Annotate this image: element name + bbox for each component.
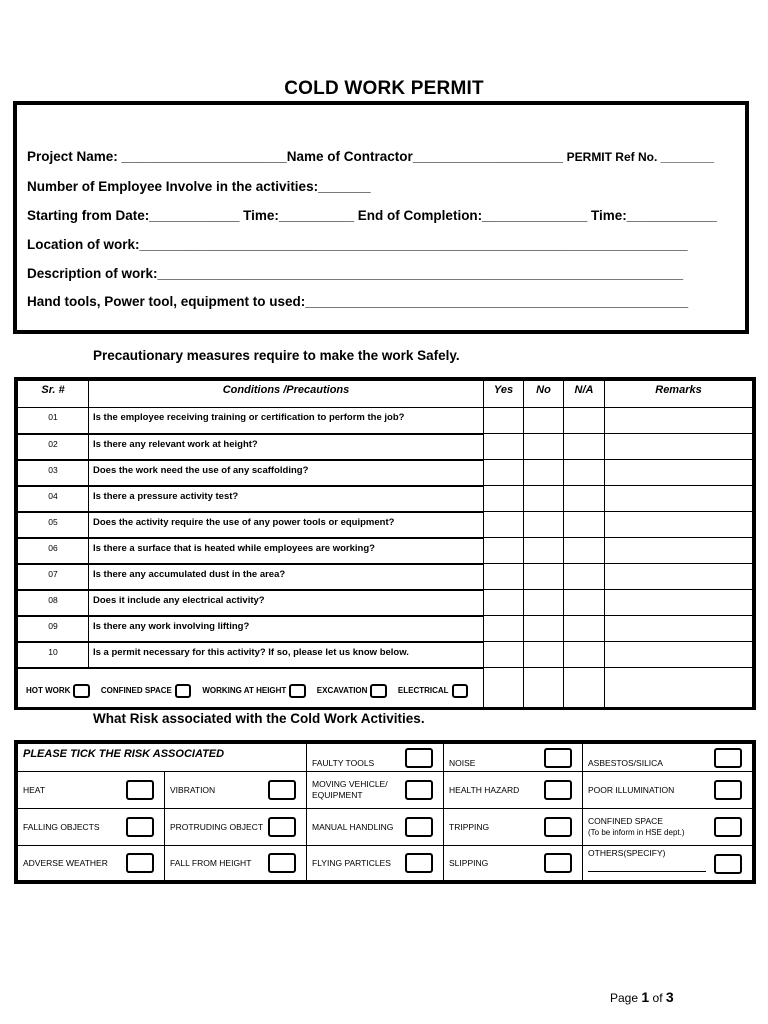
page-title: COLD WORK PERMIT [284,78,484,99]
checklist-row [18,616,753,642]
risk-tripping [444,809,583,846]
category-label: ELECTRICAL [397,686,449,696]
category-label: EXCAVATION [316,686,368,696]
risk-label: VIBRATION [170,784,216,795]
location-field[interactable]: Location of work:_________________________________________________________________________ [27,237,688,252]
risk-checkbox[interactable] [268,780,296,800]
row-question: Does the activity require the use of any power tools or equipment? [89,512,484,538]
risk-checkbox[interactable] [544,817,572,837]
category-checkbox[interactable] [289,684,305,698]
risk-others [583,846,753,881]
category-checkbox[interactable] [175,684,191,698]
no-cell[interactable] [524,460,564,486]
row-number: 09 [18,616,89,642]
risk-label: POOR ILLUMINATION [588,784,675,795]
risk-checkbox[interactable] [126,853,154,873]
no-cell[interactable] [524,616,564,642]
risk-checkbox[interactable] [544,853,572,873]
category-no-cell[interactable] [524,668,564,710]
risk-checkbox[interactable] [268,853,296,873]
page-word: Page [610,991,639,1005]
checklist-row [18,512,753,538]
work-category-strip [26,684,479,698]
row-number: 08 [18,590,89,616]
no-cell[interactable] [524,642,564,668]
row-question: Is there a pressure activity test? [89,486,484,512]
risk-label: FLYING PARTICLES [312,857,391,868]
risk-confined-space [583,809,753,846]
risk-label: PROTRUDING OBJECT [170,821,264,832]
equipment-field[interactable]: Hand tools, Power tool, equipment to used:___________________________________________________ [27,294,689,309]
risk-slipping [444,846,583,881]
category-na-cell[interactable] [564,668,605,710]
category-checkbox[interactable] [370,684,386,698]
header-na: N/A [564,381,605,408]
risk-flying-particles [307,846,444,881]
risk-label: TRIPPING [449,821,490,832]
no-cell[interactable] [524,486,564,512]
yes-cell[interactable] [484,486,524,512]
remarks-cell[interactable] [605,538,753,564]
category-remarks-cell[interactable] [605,668,753,710]
checklist-row [18,538,753,564]
category-checkbox[interactable] [452,684,468,698]
category-label: WORKING AT HEIGHT [202,686,287,696]
permit-info-box [13,101,749,334]
remarks-cell[interactable] [605,460,753,486]
risk-label: HEAT [23,784,46,795]
risk-header: PLEASE TICK THE RISK ASSOCIATED [18,744,307,772]
remarks-cell[interactable] [605,564,753,590]
na-cell[interactable] [564,616,605,642]
risk-checkbox[interactable] [126,780,154,800]
row-number: 01 [18,408,89,434]
risk-checkbox[interactable] [544,748,572,768]
na-cell[interactable] [564,434,605,460]
risk-poor-illumination [583,772,753,809]
risk-heading: What Risk associated with the Cold Work Activities. [93,711,425,726]
yes-cell[interactable] [484,408,524,434]
project-line [27,149,714,164]
precaution-checklist [14,377,756,710]
no-cell[interactable] [524,408,564,434]
category-label: CONFINED SPACE [100,686,172,696]
risk-checkbox[interactable] [405,748,433,768]
na-cell[interactable] [564,590,605,616]
risk-checkbox[interactable] [714,854,742,874]
checklist-row [18,486,753,512]
risk-vibration [165,772,307,809]
risk-checkbox[interactable] [714,780,742,800]
row-question: Is the employee receiving training or certification to perform the job? [89,408,484,434]
na-cell[interactable] [564,564,605,590]
risk-label: FALL FROM HEIGHT [170,857,252,868]
risk-label: ADVERSE WEATHER [23,857,108,868]
checklist-row [18,564,753,590]
risk-label: SLIPPING [449,857,489,868]
risk-label: CONFINED SPACE [588,816,663,826]
header-yes: Yes [484,381,524,408]
risk-label: FAULTY TOOLS [312,758,375,768]
header-sr: Sr. # [18,381,89,408]
risk-health-hazard [444,772,583,809]
row-number: 02 [18,434,89,460]
yes-cell[interactable] [484,434,524,460]
risk-checkbox[interactable] [714,817,742,837]
yes-cell[interactable] [484,642,524,668]
remarks-cell[interactable] [605,512,753,538]
total-pages: 3 [665,989,674,1005]
risk-label: MOVING VEHICLE/ EQUIPMENT [312,779,388,800]
na-cell[interactable] [564,460,605,486]
remarks-cell[interactable] [605,616,753,642]
remarks-cell[interactable] [605,434,753,460]
yes-cell[interactable] [484,616,524,642]
risk-checkbox[interactable] [405,817,433,837]
risk-noise [444,744,583,772]
header-remarks: Remarks [605,381,753,408]
category-label: HOT WORK [26,686,71,696]
checklist-row [18,434,753,460]
page-footer [610,989,674,1005]
row-number: 10 [18,642,89,668]
yes-cell[interactable] [484,460,524,486]
no-cell[interactable] [524,590,564,616]
risk-label: MANUAL HANDLING [312,821,394,832]
description-field[interactable]: Description of work:______________________________________________________________________ [27,266,684,281]
row-question: Is there any accumulated dust in the area? [89,564,484,590]
risk-protruding-object [165,809,307,846]
risk-manual-handling [307,809,444,846]
header-conditions: Conditions /Precautions [89,381,484,408]
of-word: of [652,991,663,1005]
risk-label: OTHERS(SPECIFY) [588,848,666,858]
no-cell[interactable] [524,564,564,590]
risk-adverse-weather [18,846,165,881]
risk-asbestos-silica [583,744,753,772]
risk-checkbox[interactable] [405,853,433,873]
risk-table [14,740,756,884]
risk-fall-from-height [165,846,307,881]
work-category-row [18,668,753,710]
risk-checkbox[interactable] [405,780,433,800]
employee-count-field[interactable]: Number of Employee Involve in the activities:_______ [27,179,371,194]
remarks-cell[interactable] [605,642,753,668]
risk-label: FALLING OBJECTS [23,821,100,832]
row-question: Is there any relevant work at height? [89,434,484,460]
row-question: Is there any work involving lifting? [89,616,484,642]
checklist-row [18,460,753,486]
na-cell[interactable] [564,486,605,512]
risk-falling-objects [18,809,165,846]
project-contractor-field[interactable]: Project Name: ______________________Name of Contractor____________________ [27,149,567,164]
header-no: No [524,381,564,408]
na-cell[interactable] [564,538,605,564]
yes-cell[interactable] [484,512,524,538]
checklist-row [18,642,753,668]
date-time-field[interactable]: Starting from Date:____________ Time:__________ End of Completion:______________ Time:____________ [27,208,717,223]
remarks-cell[interactable] [605,590,753,616]
category-yes-cell[interactable] [484,668,524,710]
current-page: 1 [641,989,650,1005]
permit-ref-field[interactable]: PERMIT Ref No. ________ [566,150,715,164]
row-number: 04 [18,486,89,512]
checklist-row [18,590,753,616]
risk-moving-vehicle [307,772,444,809]
risk-checkbox[interactable] [544,780,572,800]
yes-cell[interactable] [484,590,524,616]
na-cell[interactable] [564,642,605,668]
row-number: 06 [18,538,89,564]
risk-note: (To be inform in HSE dept.) [588,828,685,837]
no-cell[interactable] [524,512,564,538]
remarks-cell[interactable] [605,408,753,434]
risk-label: ASBESTOS/SILICA [588,758,663,768]
row-question: Does it include any electrical activity? [89,590,484,616]
risk-checkbox[interactable] [714,748,742,768]
risk-checkbox[interactable] [268,817,296,837]
checklist-row [18,408,753,434]
precaution-heading: Precautionary measures require to make the work Safely. [93,348,460,363]
category-checkbox[interactable] [73,684,89,698]
row-number: 03 [18,460,89,486]
row-question: Is there a surface that is heated while employees are working? [89,538,484,564]
row-question: Does the work need the use of any scaffolding? [89,460,484,486]
row-number: 07 [18,564,89,590]
remarks-cell[interactable] [605,486,753,512]
na-cell[interactable] [564,408,605,434]
row-number: 05 [18,512,89,538]
others-specify-input[interactable] [588,871,706,872]
row-question: Is a permit necessary for this activity? If so, please let us know below. [89,642,484,668]
risk-heat [18,772,165,809]
risk-faulty-tools [307,744,444,772]
no-cell[interactable] [524,538,564,564]
yes-cell[interactable] [484,538,524,564]
risk-label: NOISE [449,758,476,768]
no-cell[interactable] [524,434,564,460]
risk-checkbox[interactable] [126,817,154,837]
na-cell[interactable] [564,512,605,538]
yes-cell[interactable] [484,564,524,590]
risk-label: HEALTH HAZARD [449,784,520,795]
